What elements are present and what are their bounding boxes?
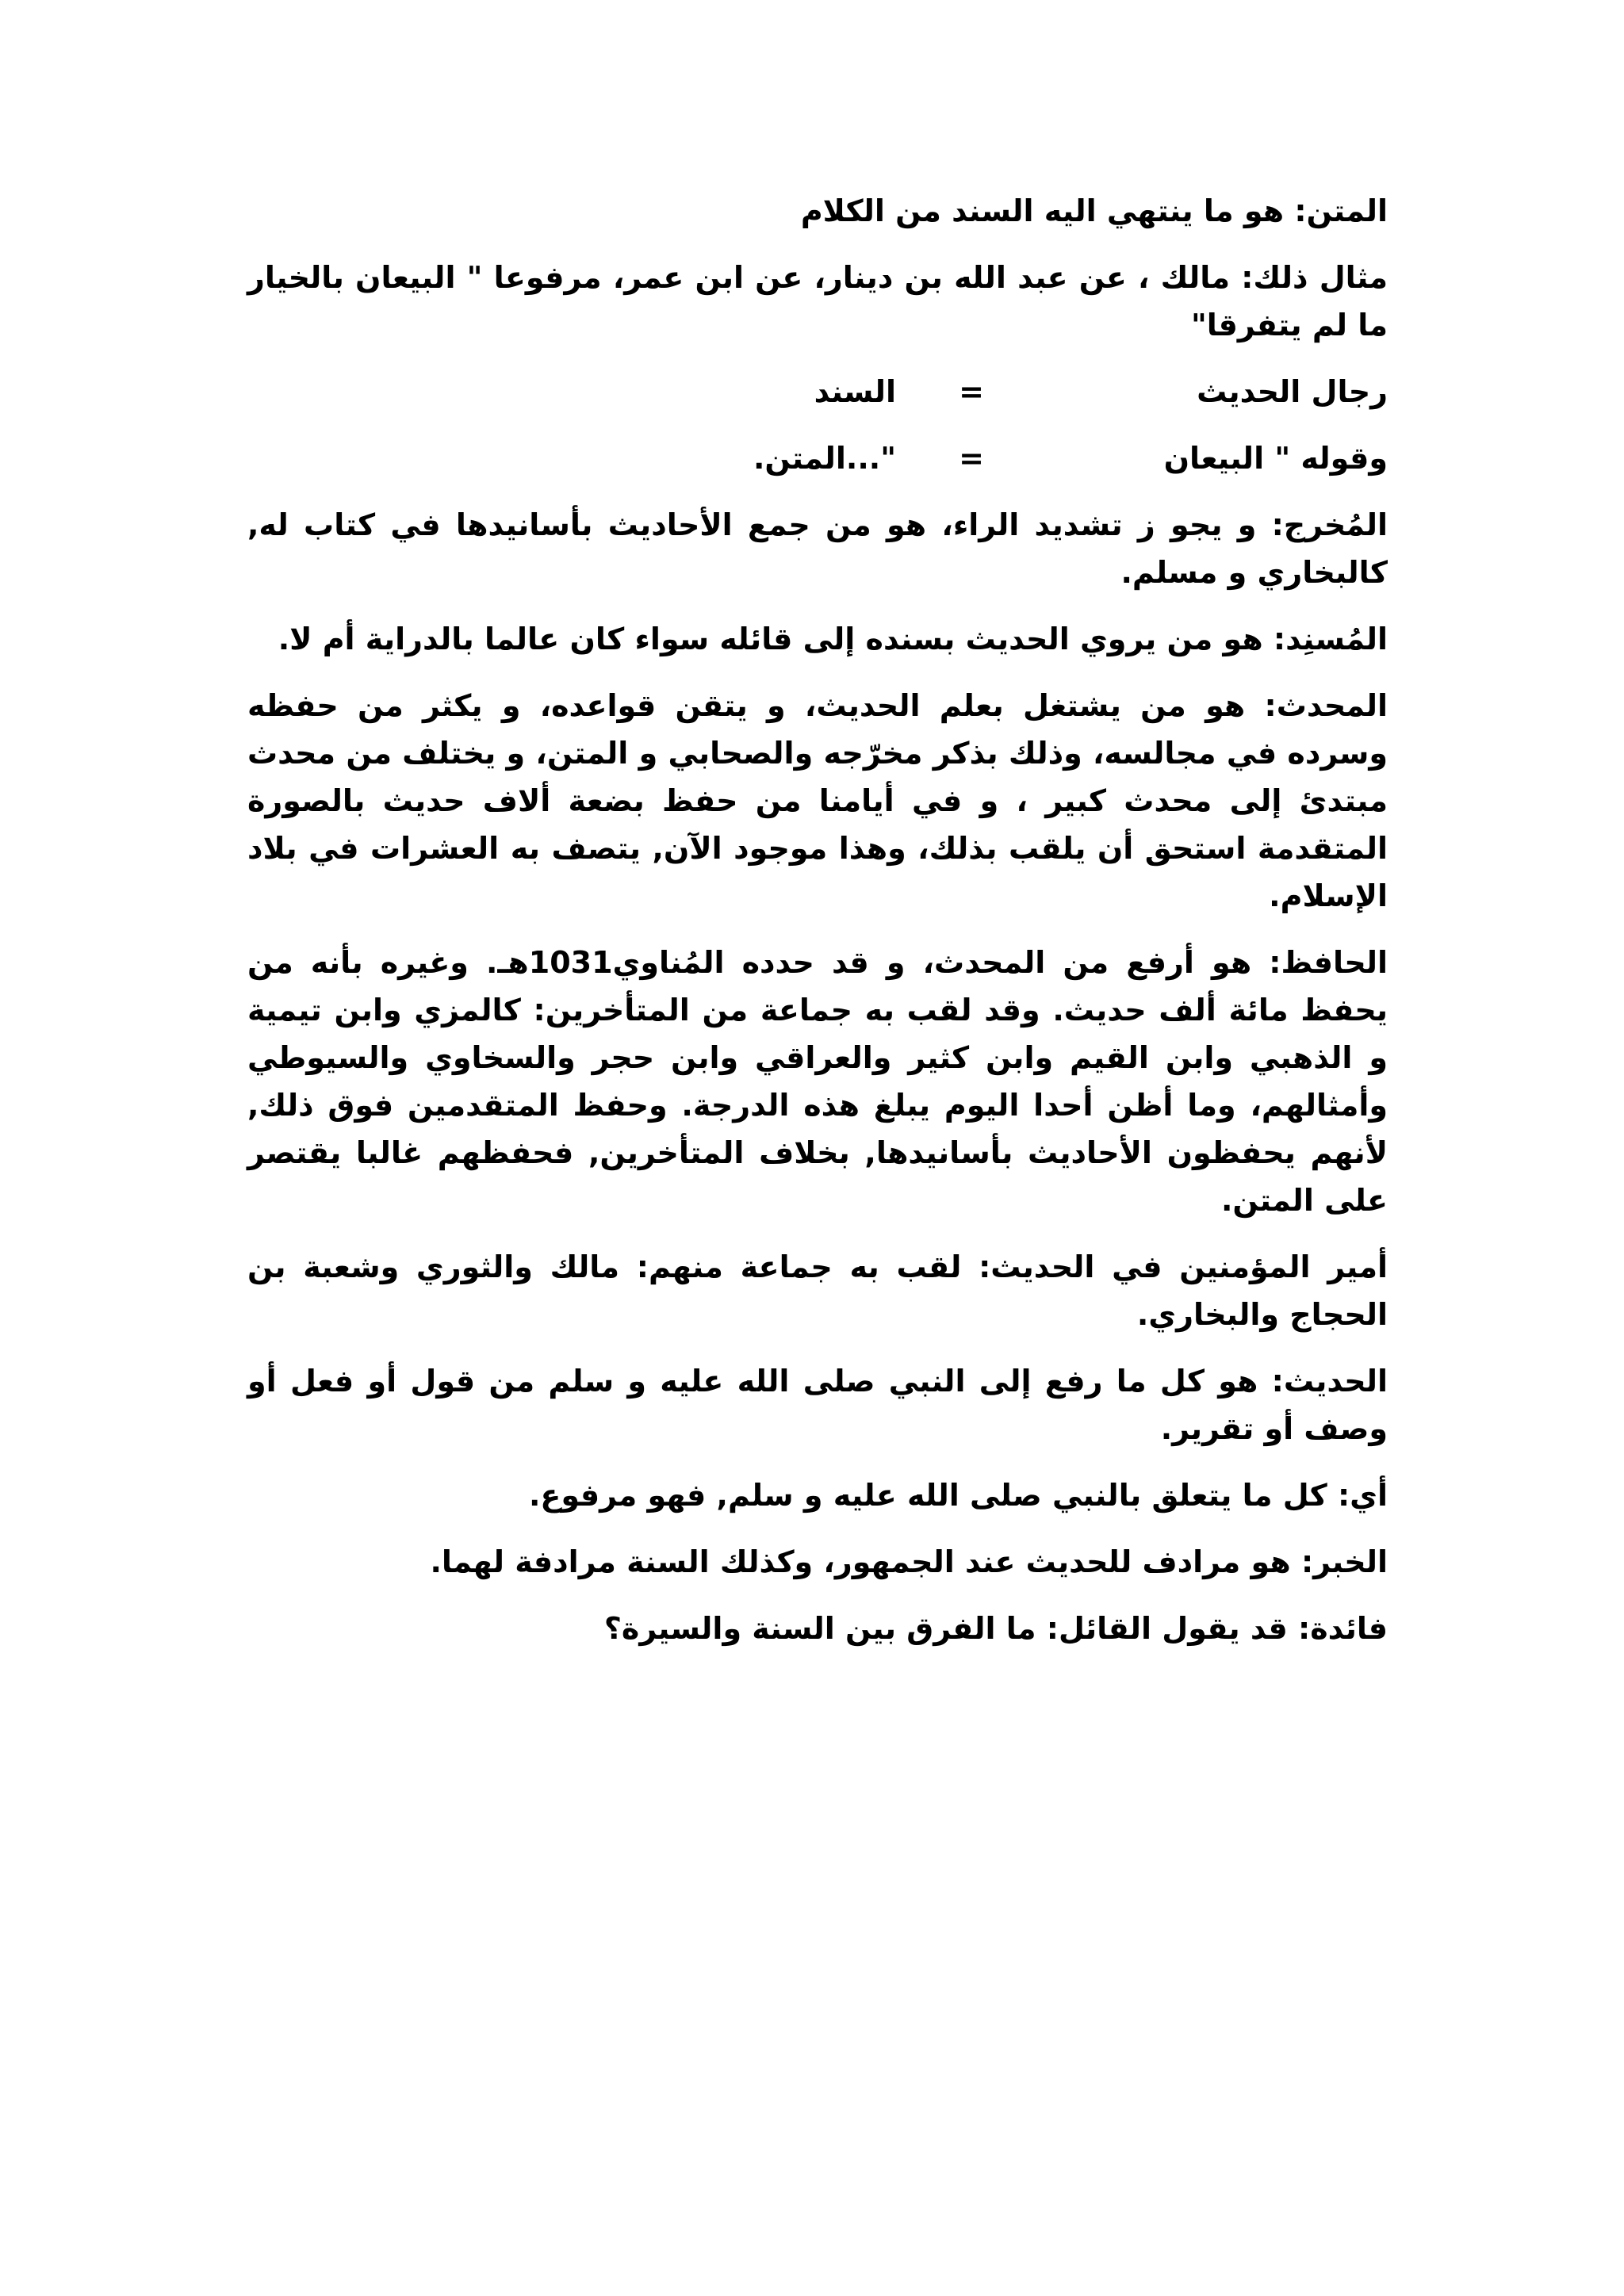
row-term: رجال الحديث [1197, 374, 1388, 409]
definition-hadith: الحديث: هو كل ما رفع إلى النبي صلى الله عليه و سلم من قول أو فعل أو وصف أو تقرير. [247, 1364, 1388, 1446]
row-term: وقوله " البيعان [1163, 441, 1388, 476]
definition-muhaddith: المحدث: هو من يشتغل بعلم الحديث، و يتقن قواعده، و يكثر من حفظه وسرده في مجالسه، وذلك بذكر مخرّجه والصحابي و المتن، و يختلف من محدث مبتدئ إلى محدث كبير ، و في أيامنا من حفظ بضعة ألاف حديث بالصورة المتقدمة استحق أن يلقب بذلك، وهذا موجود الآن, يتصف به العشرات في بلاد الإسلام. [247, 688, 1388, 913]
definition-mukhrij: المُخرج: و يجو ز تشديد الراء، هو من جمع الأحاديث بأسانيدها في كتاب له, كالبخاري و مسلم. [247, 507, 1388, 590]
definition-hafiz: الحافظ: هو أرفع من المحدث، و قد حدده المُناوي1031هـ. وغيره بأنه من يحفظ مائة ألف حديث. وقد لقب به جماعة من المتأخرين: كالمزي وابن تيمية و الذهبي وابن القيم وابن كثير والعراقي وابن حجر والسخاوي والسيوطي وأمثالهم، وما أظن أحدا اليوم يبلغ هذه الدرجة. وحفظ المتقدمين فوق ذلك, لأنهم يحفظون الأحاديث بأسانيدها, بخلاف المتأخرين, فحفظهم غالبا يقتصر على المتن. [247, 945, 1388, 1218]
definition-musnid: المُسنِد: هو من يروي الحديث بسنده إلى قائله سواء كان عالما بالدراية أم لا. [278, 622, 1388, 656]
row-equals: = [959, 441, 984, 476]
benefit-question: فائدة: قد يقول القائل: ما الفرق بين السنة والسيرة؟ [603, 1611, 1388, 1646]
document-body [247, 187, 1388, 1671]
definition-matn: المتن: هو ما ينتهي اليه السند من الكلام [800, 193, 1388, 228]
note-marfu: أي: كل ما يتعلق بالنبي صلى الله عليه و سلم, فهو مرفوع. [529, 1478, 1388, 1513]
equation-row-matn [247, 434, 1388, 482]
row-value: السند [814, 374, 896, 409]
example-paragraph: مثال ذلك: مالك ، عن عبد الله بن دينار، عن ابن عمر، مرفوعا " البيعان بالخيار ما لم يتفرقا" [247, 260, 1388, 342]
row-value: "...المتن. [753, 441, 896, 476]
equation-row-sanad [247, 368, 1388, 415]
row-equals: = [959, 374, 984, 409]
definition-amir-al-muminin: أمير المؤمنين في الحديث: لقب به جماعة منهم: مالك والثوري وشعبة بن الحجاج والبخاري. [247, 1249, 1388, 1332]
definition-khabar: الخبر: هو مرادف للحديث عند الجمهور، وكذلك السنة مرادفة لهما. [430, 1544, 1388, 1579]
